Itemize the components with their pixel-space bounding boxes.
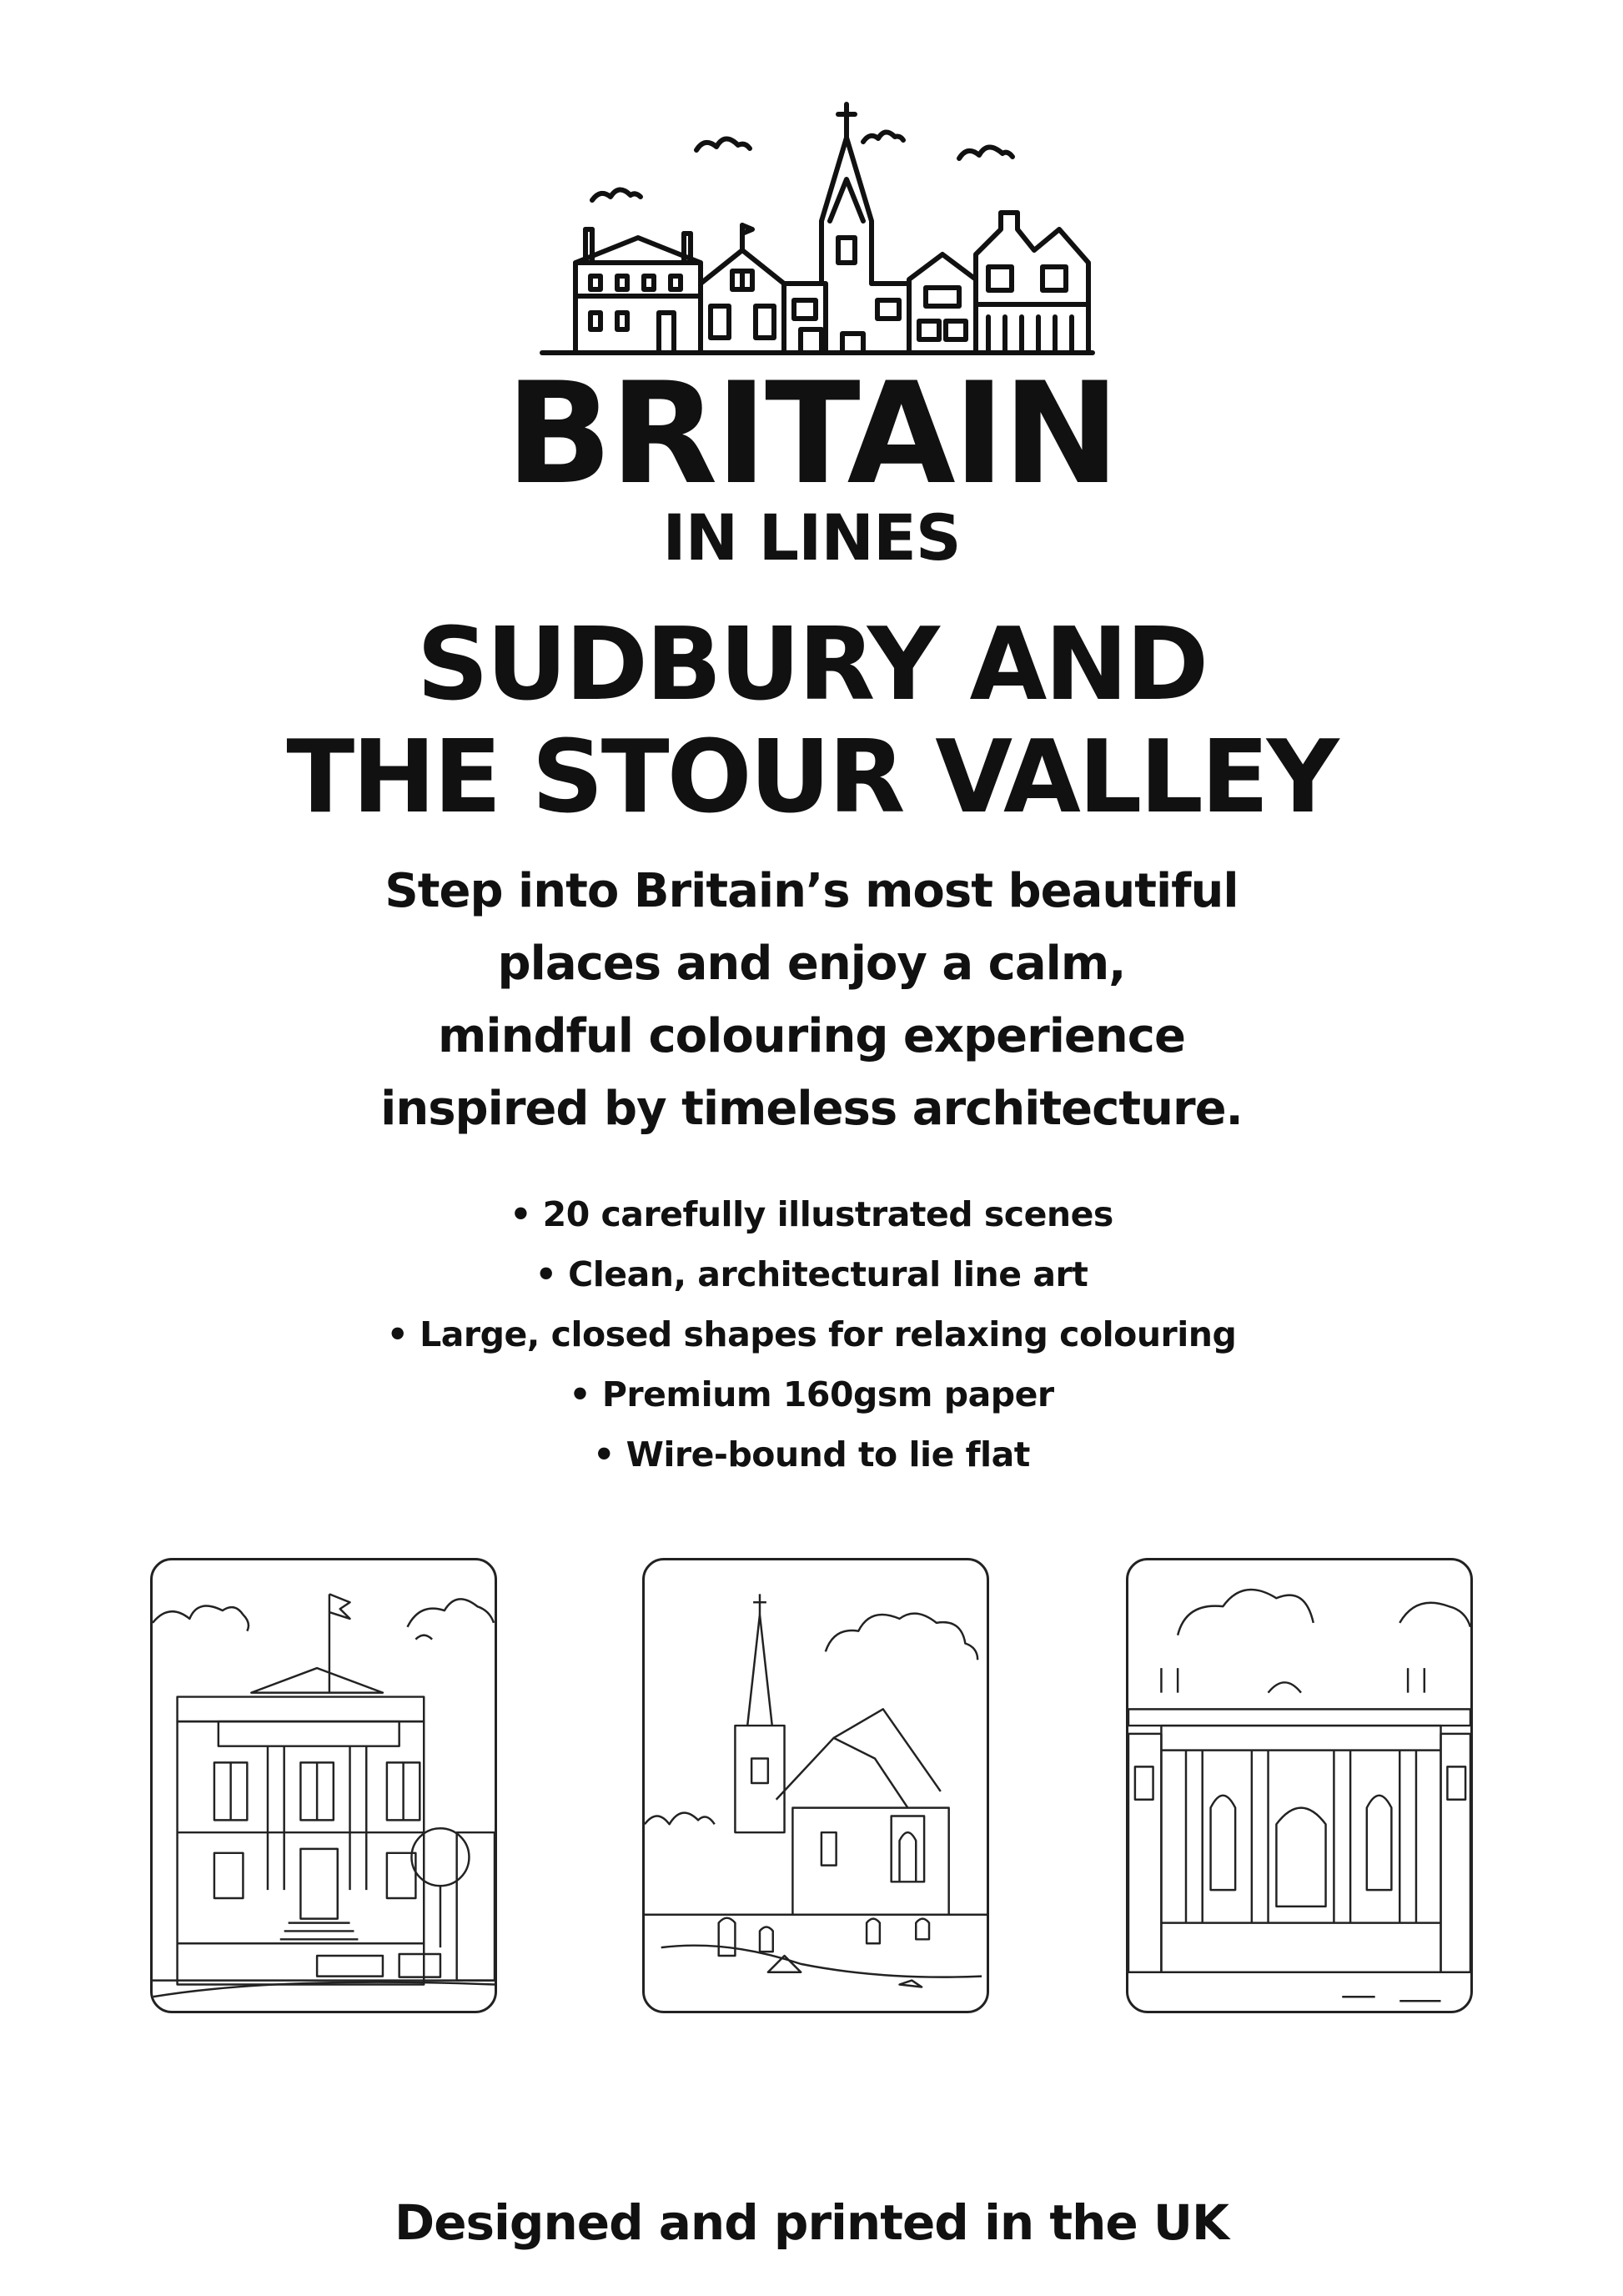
intro-line: inspired by timeless architecture.	[380, 1082, 1243, 1136]
ornate-building-illustration-icon	[1128, 1560, 1470, 2011]
town-hall-illustration-icon	[153, 1560, 495, 2011]
feature-item: • Large, closed shapes for relaxing colouring	[386, 1314, 1237, 1354]
town-hall-thumbnail	[150, 1558, 497, 2013]
footer-note: Designed and printed in the UK	[394, 2194, 1229, 2251]
intro-line: places and enjoy a calm,	[497, 937, 1126, 991]
town-skyline-logo-icon	[534, 88, 1101, 363]
brand-subname: IN LINES	[662, 500, 961, 575]
intro-line: Step into Britain’s most beautiful	[384, 864, 1239, 918]
feature-item: • 20 carefully illustrated scenes	[510, 1194, 1113, 1234]
title-line-2: THE STOUR VALLEY	[286, 720, 1337, 836]
church-illustration-icon	[645, 1560, 987, 2011]
feature-item: • Wire-bound to lie flat	[593, 1434, 1030, 1475]
church-thumbnail	[642, 1558, 989, 2013]
feature-item: • Premium 160gsm paper	[569, 1374, 1054, 1414]
feature-item: • Clean, architectural line art	[535, 1254, 1088, 1294]
intro-text	[0, 855, 1623, 1145]
brand-name: BRITAIN	[505, 352, 1118, 515]
title-line-1: SUDBURY AND	[416, 607, 1207, 723]
book-title	[0, 609, 1623, 834]
feature-list	[0, 1184, 1623, 1485]
intro-line: mindful colouring experience	[438, 1009, 1185, 1063]
ornate-building-thumbnail	[1126, 1558, 1473, 2013]
